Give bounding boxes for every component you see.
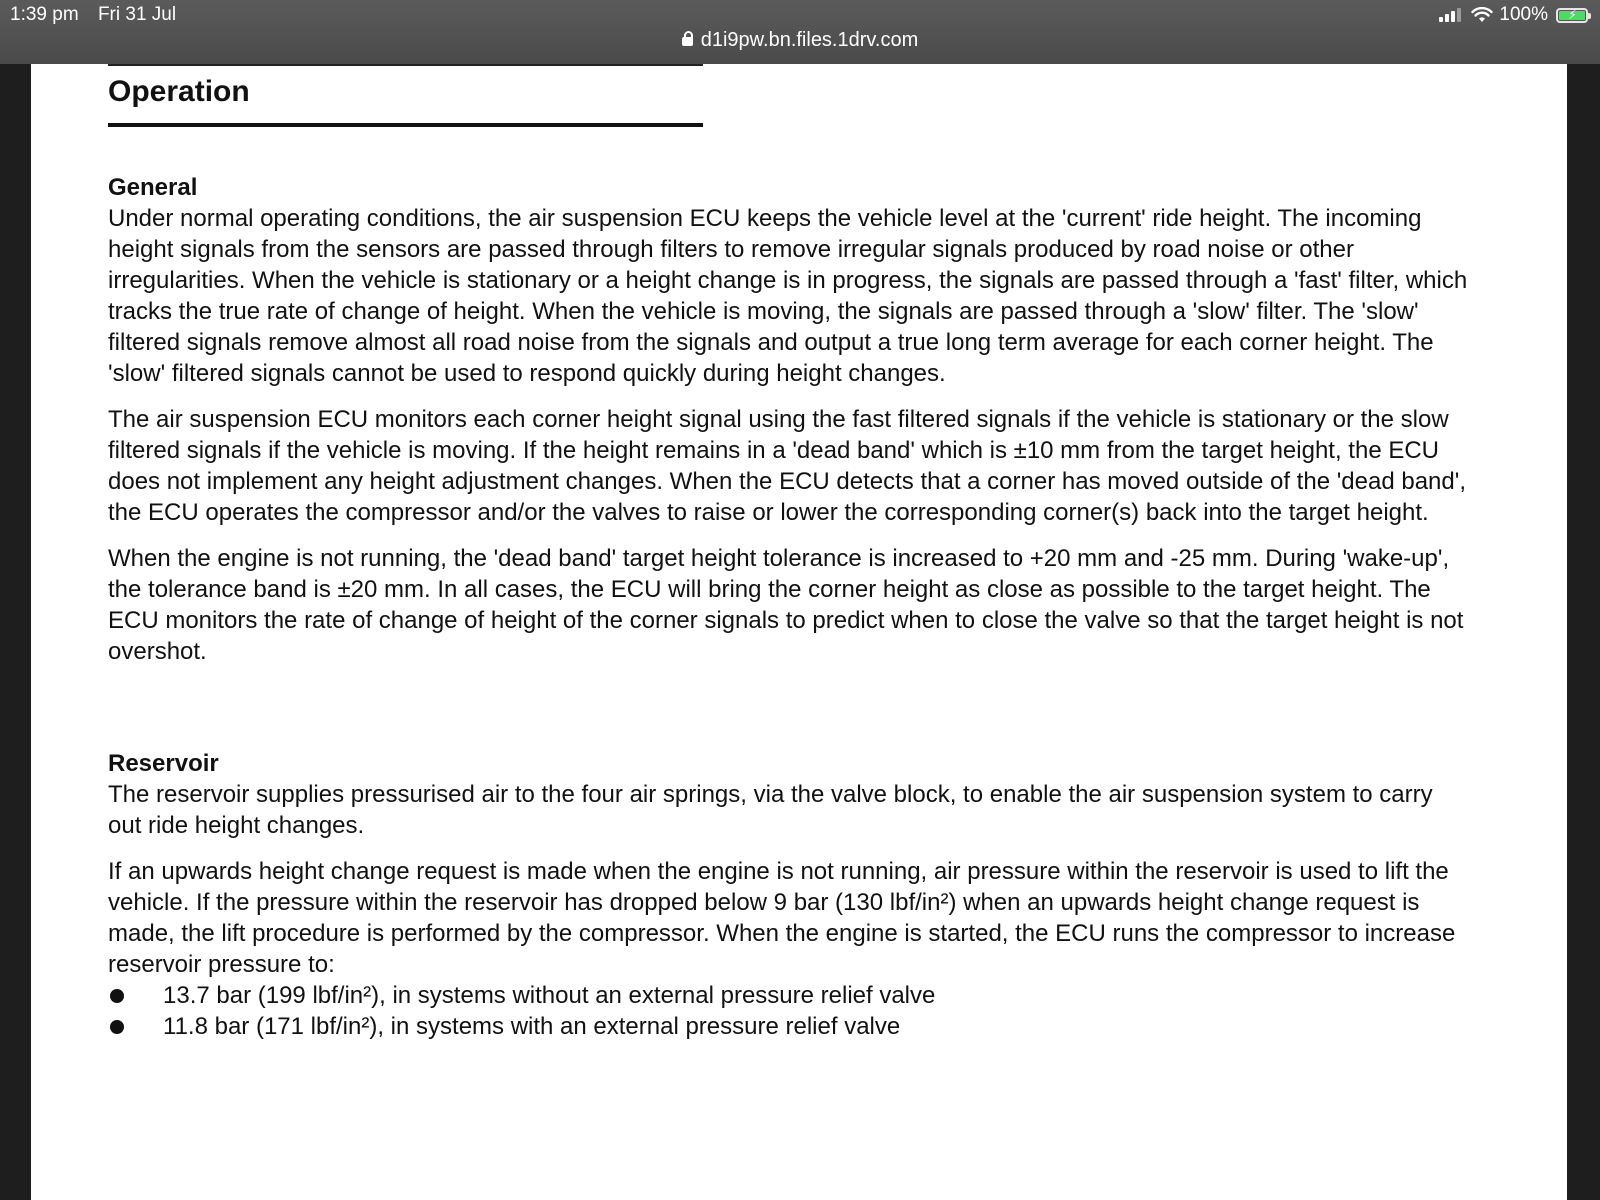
document-page[interactable] <box>31 64 1567 1200</box>
paragraph: Under normal operating conditions, the air suspension ECU keeps the vehicle level at the 'current' ride height. The incoming height signals from the sensors are passed through filters to remove irregular signals produced by road noise or other irregularities. When the vehicle is stationary or a height change is in progress, the signals are passed through a 'fast' filter, which tracks the true rate of change of height. When the vehicle is moving, the signals are passed through a 'slow' filter. The 'slow' filtered signals remove almost all road noise from the signals and output a true long term average for each corner height. The 'slow' filtered signals cannot be used to respond quickly during height changes. <box>108 205 1468 387</box>
cellular-signal-icon <box>1439 8 1461 22</box>
status-time-date <box>10 4 190 26</box>
battery-icon: ⚡ <box>1556 8 1588 23</box>
address-bar[interactable] <box>0 29 1600 52</box>
list-item <box>108 1011 1468 1042</box>
paragraph: When the engine is not running, the 'dead band' target height tolerance is increased to +20 mm and -25 mm. During 'wake-up', the tolerance band is ±20 mm. In all cases, the ECU will bring the corner height as close as possible to the target height. The ECU monitors the rate of change of height of the corner signals to predict when to close the valve so that the target height is not overshot. <box>108 545 1464 665</box>
status-date: Fri 31 Jul <box>97 4 177 25</box>
bullet-icon <box>110 1020 124 1034</box>
paragraph: The air suspension ECU monitors each corner height signal using the fast filtered signals if the vehicle is stationary or the slow filtered signals if the vehicle is moving. If the height remains in a 'dead band' which is ±10 mm from the target height, the ECU does not implement any height adjustment changes. When the ECU detects that a corner has moved outside of the 'dead band', the ECU operates the compressor and/or the valves to raise or lower the corresponding corner(s) back into the target height. <box>108 406 1466 526</box>
status-time: 1:39 pm <box>10 4 79 25</box>
list-item <box>108 980 1468 1011</box>
lock-icon <box>682 37 693 46</box>
section-heading: Reservoir <box>108 750 219 777</box>
ios-status-bar <box>0 0 1600 64</box>
url-text: d1i9pw.bn.files.1drv.com <box>700 29 919 51</box>
page-title: Operation <box>108 75 250 108</box>
list-item-text: 11.8 bar (171 lbf/in²), in systems with an external pressure relief valve <box>163 1013 901 1040</box>
wifi-icon <box>1471 7 1493 23</box>
title-underline <box>108 123 703 127</box>
paragraph: If an upwards height change request is made when the engine is not running, air pressure within the reservoir is used to lift the vehicle. If the pressure within the reservoir has dropped below 9 bar (130 lbf/in²) when an upwards height change request is made, the lift procedure is performed by the compressor. When the engine is started, the ECU runs the compressor to increase reservoir pressure to: <box>108 858 1456 978</box>
bullet-icon <box>110 989 124 1003</box>
status-indicators <box>1439 4 1588 26</box>
section-reservoir <box>108 748 1468 1042</box>
section-heading: General <box>108 174 198 201</box>
top-divider <box>108 64 703 66</box>
section-general <box>108 172 1468 682</box>
bullet-list <box>108 980 1468 1042</box>
battery-percent: 100% <box>1499 4 1548 25</box>
list-item-text: 13.7 bar (199 lbf/in²), in systems without an external pressure relief valve <box>163 982 936 1009</box>
paragraph: The reservoir supplies pressurised air to the four air springs, via the valve block, to enable the air suspension system to carry out ride height changes. <box>108 781 1433 839</box>
